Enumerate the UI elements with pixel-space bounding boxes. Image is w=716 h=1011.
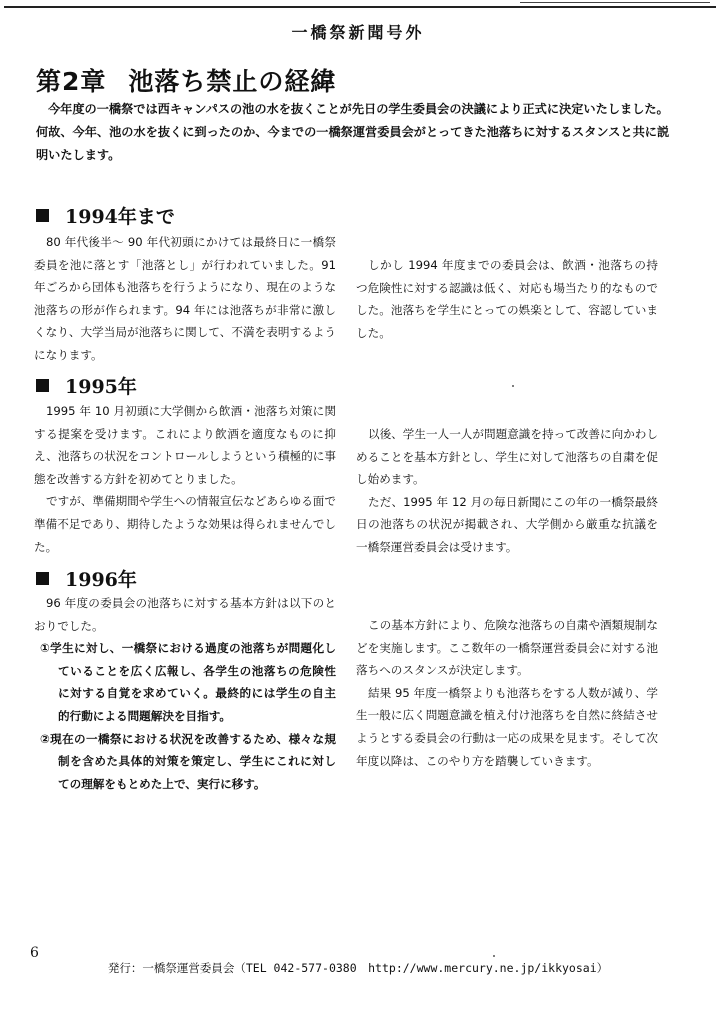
chapter-title: 池落ち禁止の経緯: [128, 67, 337, 96]
paragraph: 結果 95 年度一橋祭よりも池落ちをする人数が減り、学生一般に広く問題意識を植え付け池落ちを自然に終結させようとする委員会の行動は一応の成果を見ます。そして次年度以降は、このやり方を踏襲していきます。: [356, 685, 658, 768]
section-heading-1996: [36, 565, 137, 592]
speck: [493, 955, 495, 957]
chapter-intro: 今年度の一橋祭では西キャンパスの池の水を抜くことが先日の学生委員会の決議により正式に決定いたしました。何故、今年、池の水を抜くに到ったのか、今までの一橋祭運営委員会がとってきた池落ちに対するスタンスと共に説明いたします。: [36, 102, 670, 162]
policy-list: [34, 637, 336, 795]
paragraph: 80 年代後半～ 90 年代初頭にかけては最終日に一橋祭委員を池に落とす「池落とし」が行われていました。91 年ごろから団体も池落ちを行うようになり、現在のような池落ちの形が作られます。94 年には池落ちが非常に激しくなり、大学当局が池落ちに関して、不満を表明するようになります。: [34, 235, 336, 362]
speck: [512, 385, 514, 387]
section-heading-text: 1995年: [65, 376, 137, 398]
square-bullet-icon: [36, 209, 49, 222]
paragraph: しかし 1994 年度までの委員会は、飲酒・池落ちの持つ危険性に対する認識は低く、対応も場当たり的なものでした。池落ちを学生にとっての娯楽として、容認していました。: [356, 258, 658, 340]
chapter-number: 第2章: [36, 67, 107, 96]
section-1994-right-column: [356, 254, 658, 344]
section-heading-1995: [36, 372, 137, 399]
newsletter-masthead: 一橋祭新聞号外: [291, 23, 425, 42]
section-1996-right-column: [356, 614, 658, 772]
page-number: 6: [30, 945, 39, 961]
section-heading-1994: [36, 202, 175, 229]
paragraph: 以後、学生一人一人が問題意識を持って改善に向かわしめることを基本方針とし、学生に対して池落ちの自粛を促し始めます。: [356, 427, 658, 487]
section-heading-text: 1996年: [65, 569, 137, 591]
section-1996-left-column: [34, 592, 336, 795]
paragraph: 1995 年 10 月初頭に大学側から飲酒・池落ち対策に関する提案を受けます。これにより飲酒を適度なものに抑え、池落ちの状況をコントロールしようという積極的に事態を改善する方針を初めてとりました。: [34, 404, 336, 486]
chapter-heading: [36, 62, 336, 98]
section-heading-text: 1994年まで: [65, 206, 175, 228]
square-bullet-icon: [36, 572, 49, 585]
list-item: ①学生に対し、一橋祭における過度の池落ちが問題化していることを広く広報し、各学生の池落ちの危険性に対する自覚を求めていく。最終的には学生の自主的行動による問題解決を目指す。: [40, 641, 336, 723]
top-rule-secondary: [520, 2, 710, 3]
publisher-footer: 発行：一橋祭運営委員会（TEL 042-577-0380 http://www.mercury.ne.jp/ikkyosai）: [107, 961, 609, 975]
paragraph: 96 年度の委員会の池落ちに対する基本方針は以下のとおりでした。: [34, 596, 336, 633]
section-1995-left-column: [34, 400, 336, 558]
paragraph: この基本方針により、危険な池落ちの自粛や酒類規制などを実施します。ここ数年の一橋祭運営委員会に対する池落ちへのスタンスが決定します。: [356, 618, 658, 678]
section-1995-right-column: [356, 423, 658, 559]
section-1994-left-column: [34, 231, 336, 367]
top-rule: [4, 6, 716, 8]
square-bullet-icon: [36, 379, 49, 392]
paragraph: ですが、準備期間や学生への情報宣伝などあらゆる面で準備不足であり、期待したような効果は得られませんでした。: [34, 494, 336, 554]
paragraph: ただ、1995 年 12 月の毎日新聞にこの年の一橋祭最終日の池落ちの状況が掲載され、大学側から厳重な抗議を一橋祭運営委員会は受けます。: [356, 494, 658, 554]
list-item: ②現在の一橋祭における状況を改善するため、様々な規制を含めた具体的対策を策定し、学生にこれに対しての理解をもとめた上で、実行に移す。: [40, 731, 336, 791]
